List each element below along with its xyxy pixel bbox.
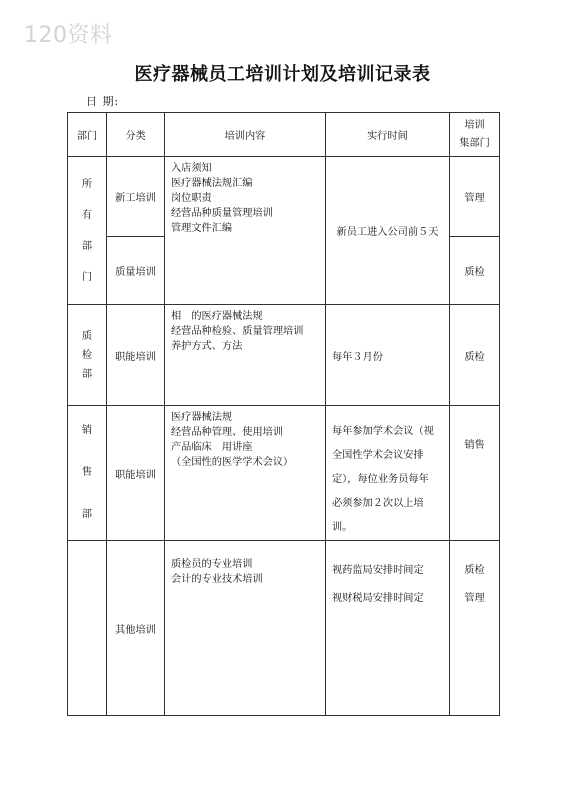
document-title: 医疗器械员工培训计划及培训记录表	[134, 64, 431, 85]
content-line: 医疗器械法规汇编	[171, 178, 253, 189]
content-line: 入店须知	[171, 163, 212, 174]
watermark: 120资料	[24, 23, 113, 48]
table-row-sales	[68, 406, 500, 541]
content-line: 医疗器械法规	[171, 412, 233, 423]
content-line: 相 的医疗器械法规	[171, 311, 263, 322]
content-line: 质检员的专业培训	[171, 559, 253, 570]
time-line: 训。	[332, 522, 353, 533]
dept-all-char: 门	[81, 271, 93, 283]
category-quality: 质量培训	[107, 237, 165, 305]
header-time: 实行时间	[326, 113, 450, 157]
category-other: 其他培训	[107, 541, 165, 716]
time-line: 视财税局安排时间定	[332, 593, 424, 604]
time-sales	[326, 406, 450, 541]
dept-qc-char: 检	[81, 349, 93, 361]
content-line: 养护方式、方法	[171, 341, 243, 352]
content-line: 管理文件汇编	[171, 223, 233, 234]
dept-all-char: 部	[81, 240, 93, 252]
content-line: 产品临床 用讲座	[171, 442, 253, 453]
category-sales: 职能培训	[107, 406, 165, 541]
dept-sales-char: 部	[81, 509, 93, 520]
dept-all-char: 所	[81, 178, 93, 190]
content-line: 会计的专业技术培训	[171, 574, 263, 585]
content-all	[165, 157, 326, 305]
time-other	[326, 541, 450, 716]
time-line: 全国性学术会议安排	[332, 450, 424, 461]
charge-line: 管理	[464, 593, 485, 604]
dept-sales	[68, 406, 107, 541]
header-dept: 部门	[68, 113, 107, 157]
training-table	[67, 112, 500, 716]
time-line: 必须参加２次以上培	[332, 498, 424, 509]
charge-quality: 质检	[450, 237, 500, 305]
dept-all-char: 有	[81, 209, 93, 221]
dept-qc	[68, 305, 107, 406]
header-content: 培训内容	[165, 113, 326, 157]
charge-line: 质检	[464, 565, 485, 576]
category-new: 新工培训	[107, 157, 165, 237]
dept-sales-char: 销	[81, 425, 93, 436]
charge-other	[450, 541, 500, 716]
header-dept-in-charge-line2: 集部门	[459, 137, 490, 149]
content-line: 岗位职责	[171, 193, 212, 204]
table-row-qc	[68, 305, 500, 406]
table-header-row	[68, 113, 500, 157]
header-category: 分类	[107, 113, 165, 157]
content-sales	[165, 406, 326, 541]
charge-qc: 质检	[450, 305, 500, 406]
date-label: 日 期:	[86, 95, 120, 108]
charge-new: 管理	[450, 157, 500, 237]
dept-qc-char: 部	[81, 368, 93, 380]
time-all: 新员工进入公司前５天	[326, 157, 450, 305]
time-line: 每年参加学术会议（视	[332, 426, 434, 437]
category-qc: 职能培训	[107, 305, 165, 406]
header-dept-in-charge-line1: 培训	[464, 119, 485, 131]
time-line: 视药监局安排时间定	[332, 565, 424, 576]
table-row-other	[68, 541, 500, 716]
table-row-all-new	[68, 157, 500, 237]
charge-sales: 销售	[450, 406, 500, 541]
dept-other	[68, 541, 107, 716]
dept-qc-char: 质	[81, 330, 93, 342]
time-qc: 每年３月份	[326, 305, 450, 406]
time-line: 定），每位业务员每年	[332, 474, 429, 485]
content-line: （全国性的医学学术会议）	[171, 457, 294, 468]
dept-all	[68, 157, 107, 305]
content-line: 经营品种检验、质量管理培训	[171, 326, 304, 337]
content-line: 经营品种质量管理培训	[171, 208, 273, 219]
content-line: 经营品种管理、使用培训	[171, 427, 284, 438]
dept-sales-char: 售	[81, 467, 93, 478]
header-dept-in-charge	[450, 113, 500, 157]
content-other	[165, 541, 326, 716]
content-qc	[165, 305, 326, 406]
